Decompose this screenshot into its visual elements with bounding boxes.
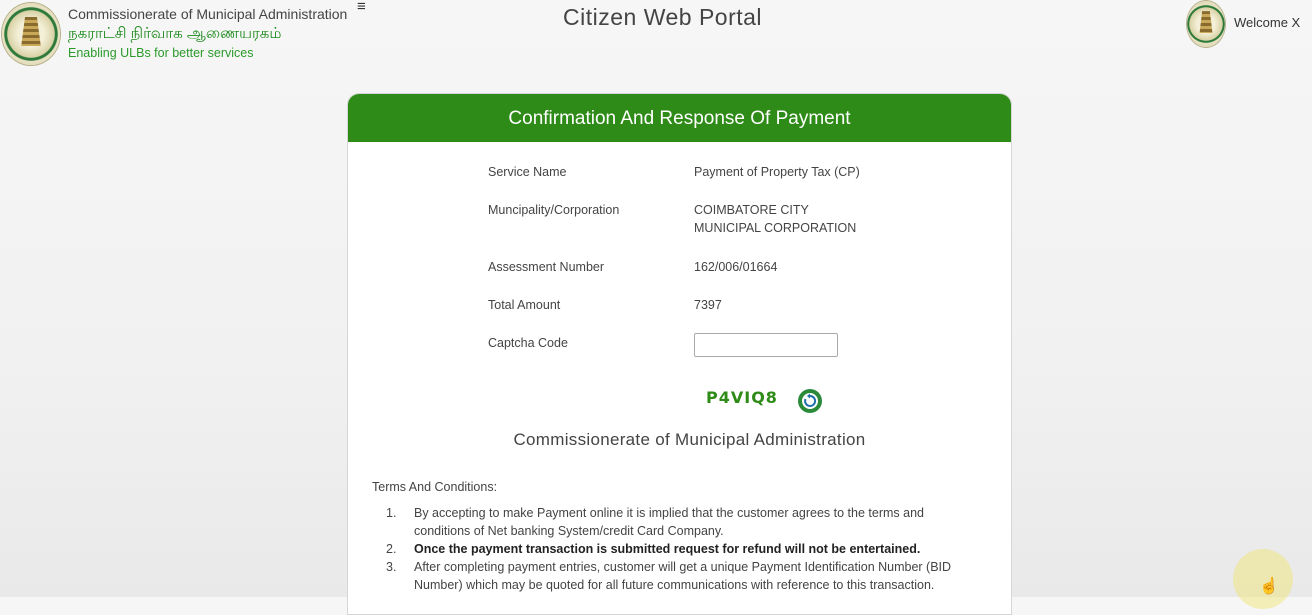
captcha-code-input[interactable] (694, 333, 838, 357)
terms-text: After completing payment entries, customer will get a unique Payment Identification Number (BID Number) which may be quoted for all future communications with reference to this transaction. (414, 560, 952, 592)
hand-cursor-icon: ☝ (1259, 578, 1279, 595)
terms-text: By accepting to make Payment online it is implied that the customer agrees to the terms and conditions of Net banking System/credit Card Company. (414, 506, 924, 538)
terms-number: 2. (386, 542, 397, 556)
terms-text: Once the payment transaction is submitted request for refund will not be entertained. (414, 542, 921, 556)
service-name-value: Payment of Property Tax (CP) (694, 165, 860, 179)
municipality-value-line2: MUNICIPAL CORPORATION (694, 221, 857, 235)
org-tagline: Enabling ULBs for better services (68, 46, 254, 60)
page-title: Citizen Web Portal (563, 4, 763, 30)
emblem-tower-graphic (1200, 11, 1213, 33)
card-title: Confirmation And Response Of Payment (348, 94, 1011, 142)
captcha-image-text: P4VIQ8 (706, 388, 778, 407)
municipality-value-line1: COIMBATORE CITY (694, 203, 809, 217)
terms-item (386, 540, 974, 558)
service-name-label: Service Name (488, 165, 567, 179)
assessment-number-label: Assessment Number (488, 260, 605, 274)
emblem-tower-graphic (21, 17, 41, 47)
terms-item (386, 504, 974, 540)
refresh-captcha-icon[interactable] (798, 389, 822, 413)
payment-confirmation-card (347, 93, 1012, 615)
assessment-number-value: 162/006/01664 (694, 260, 778, 274)
footer-org-name: Commissionerate of Municipal Administration (513, 430, 866, 449)
hamburger-menu-icon[interactable]: ≡ (357, 0, 366, 15)
total-amount-value: 7397 (694, 298, 722, 312)
org-title-tamil: நகராட்சி நிர்வாக ஆணையரகம் (68, 25, 282, 42)
terms-item (386, 558, 974, 594)
terms-list (386, 504, 974, 594)
org-title: Commissionerate of Municipal Administration (68, 6, 348, 22)
welcome-user-link[interactable]: Welcome X (1234, 15, 1301, 30)
terms-number: 3. (386, 560, 397, 574)
user-avatar[interactable] (1187, 1, 1225, 47)
terms-number: 1. (386, 506, 397, 520)
total-amount-label: Total Amount (488, 298, 561, 312)
tn-emblem-logo (2, 3, 60, 65)
municipality-label: Muncipality/Corporation (488, 203, 620, 217)
captcha-code-label: Captcha Code (488, 336, 568, 350)
terms-heading: Terms And Conditions: (372, 480, 498, 494)
